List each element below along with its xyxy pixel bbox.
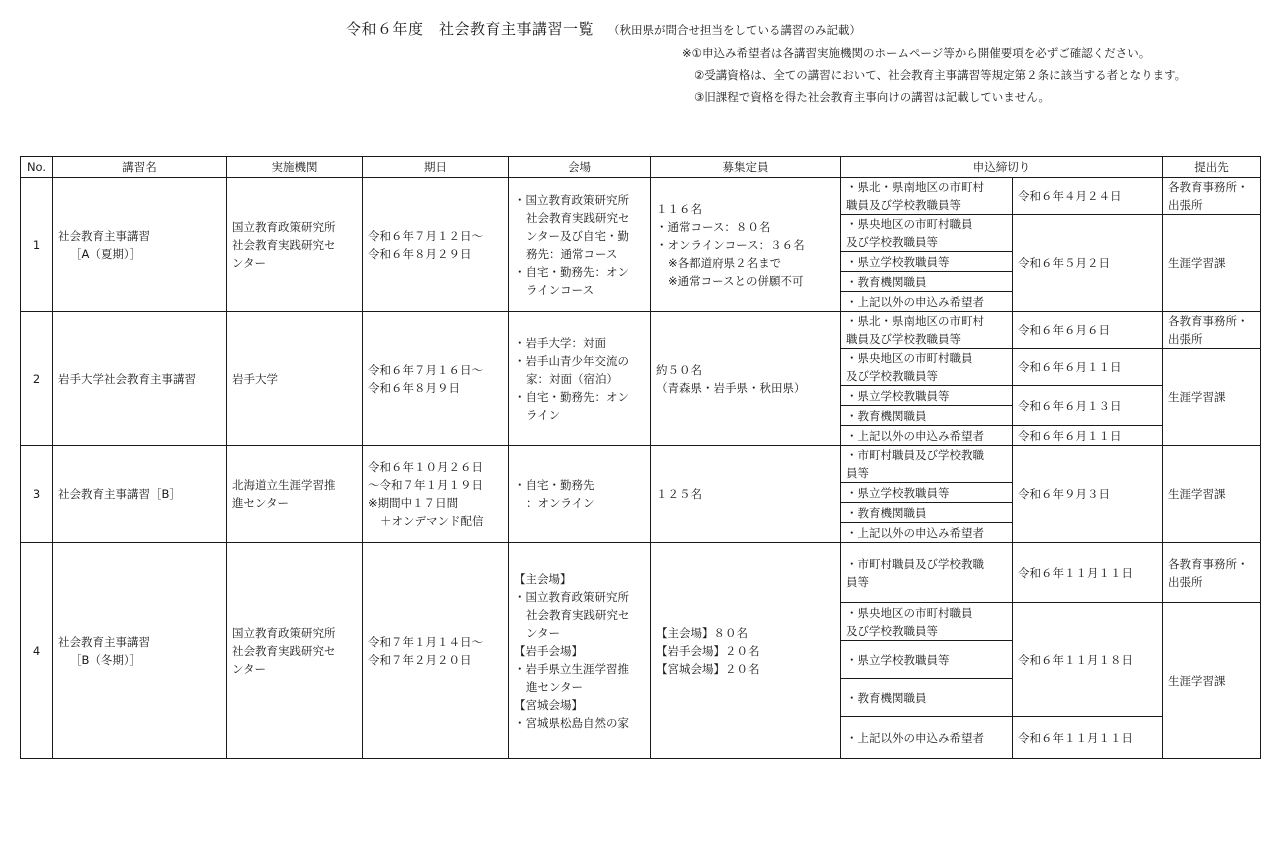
applicant-group: ・上記以外の申込み希望者 [841,426,1013,446]
submit-to: 生涯学習課 [1163,446,1261,543]
deadline-date: 令和６年１１月１８日 [1013,603,1163,717]
table-header-row [21,157,1261,178]
course-venue: ・自宅・勤務先 ：オンライン [509,446,651,543]
course-capacity: 約５０名 （青森県・岩手県・秋田県） [651,312,841,446]
course-capacity: １１６名 ・通常コース：８０名 ・オンラインコース：３６名 ※各都道府県２名まで ※通常コースとの併願不可 [651,178,841,312]
header-name: 講習名 [53,157,227,178]
title-line [346,18,861,39]
row-no: 4 [21,543,53,759]
deadline-date: 令和６年６月１３日 [1013,386,1163,426]
applicant-group: ・上記以外の申込み希望者 [841,523,1013,543]
applicant-group: ・県北・県南地区の市町村 職員及び学校教職員等 [841,312,1013,349]
note-3: ③旧課程で資格を得た社会教育主事向けの講習は記載していません。 [694,90,1050,104]
table-row [21,312,1261,349]
table-row [21,178,1261,215]
submit-to: 生涯学習課 [1163,603,1261,759]
title-note: （秋田県が問合せ担当をしている講習のみ記載） [608,23,862,37]
applicant-group: ・教育機関職員 [841,272,1013,292]
applicant-group: ・県立学校教職員等 [841,483,1013,503]
submit-to: 各教育事務所・ 出張所 [1163,178,1261,215]
applicant-group: ・県立学校教職員等 [841,386,1013,406]
applicant-group: ・教育機関職員 [841,503,1013,523]
course-venue: 【主会場】 ・国立教育政策研究所 社会教育実践研究セ ンター 【岩手会場】 ・岩手県立生涯学習推 進センター 【宮城会場】 ・宮城県松島自然の家 [509,543,651,759]
header-capacity: 募集定員 [651,157,841,178]
course-capacity: 【主会場】８０名 【岩手会場】２０名 【宮城会場】２０名 [651,543,841,759]
row-no: 3 [21,446,53,543]
deadline-date: 令和６年４月２４日 [1013,178,1163,215]
header-deadline: 申込締切り [841,157,1163,178]
applicant-group: ・上記以外の申込み希望者 [841,717,1013,759]
course-name: 岩手大学社会教育主事講習 [53,312,227,446]
submit-to: 生涯学習課 [1163,349,1261,446]
applicant-group: ・県北・県南地区の市町村 職員及び学校教職員等 [841,178,1013,215]
course-period: 令和６年７月１２日～ 令和６年８月２９日 [363,178,509,312]
course-period: 令和６年１０月２６日 ～令和７年１月１９日 ※期間中１７日間 ＋オンデマンド配信 [363,446,509,543]
submit-to: 各教育事務所・ 出張所 [1163,543,1261,603]
submit-to: 生涯学習課 [1163,215,1261,312]
course-org: 国立教育政策研究所 社会教育実践研究セ ンター [227,543,363,759]
deadline-date: 令和６年６月１１日 [1013,426,1163,446]
deadline-date: 令和６年６月６日 [1013,312,1163,349]
header-venue: 会場 [509,157,651,178]
course-org: 国立教育政策研究所 社会教育実践研究セ ンター [227,178,363,312]
header-period: 期日 [363,157,509,178]
applicant-group: ・県央地区の市町村職員 及び学校教職員等 [841,215,1013,252]
course-capacity: １２５名 [651,446,841,543]
applicant-group: ・県央地区の市町村職員 及び学校教職員等 [841,349,1013,386]
table-row [21,446,1261,483]
row-no: 1 [21,178,53,312]
course-period: 令和７年１月１４日～ 令和７年２月２０日 [363,543,509,759]
submit-to: 各教育事務所・ 出張所 [1163,312,1261,349]
page-title: 令和６年度 社会教育主事講習一覧 [346,20,595,38]
applicant-group: ・県立学校教職員等 [841,252,1013,272]
course-name: 社会教育主事講習 ［A（夏期）］ [53,178,227,312]
note-1: ※①申込み希望者は各講習実施機関のホームページ等から開催要項を必ずご確認ください。 [682,46,1151,60]
applicant-group: ・県央地区の市町村職員 及び学校教職員等 [841,603,1013,641]
applicant-group: ・県立学校教職員等 [841,641,1013,679]
header-no: No. [21,157,53,178]
deadline-date: 令和６年９月３日 [1013,446,1163,543]
note-2: ②受講資格は、全ての講習において、社会教育主事講習等規定第２条に該当する者となります。 [694,68,1187,82]
applicant-group: ・市町村職員及び学校教職 員等 [841,543,1013,603]
deadline-date: 令和６年１１月１１日 [1013,717,1163,759]
header-org: 実施機関 [227,157,363,178]
applicant-group: ・市町村職員及び学校教職 員等 [841,446,1013,483]
deadline-date: 令和６年６月１１日 [1013,349,1163,386]
course-name: 社会教育主事講習 ［B（冬期）］ [53,543,227,759]
applicant-group: ・教育機関職員 [841,679,1013,717]
header-submit: 提出先 [1163,157,1261,178]
course-org: 岩手大学 [227,312,363,446]
course-venue: ・岩手大学：対面 ・岩手山青少年交流の 家：対面（宿泊） ・自宅・勤務先：オン ライン [509,312,651,446]
course-org: 北海道立生涯学習推 進センター [227,446,363,543]
applicant-group: ・教育機関職員 [841,406,1013,426]
course-name: 社会教育主事講習［B］ [53,446,227,543]
deadline-date: 令和６年５月２日 [1013,215,1163,312]
deadline-date: 令和６年１１月１１日 [1013,543,1163,603]
course-period: 令和６年７月１６日～ 令和６年８月９日 [363,312,509,446]
course-venue: ・国立教育政策研究所 社会教育実践研究セ ンター及び自宅・勤 務先：通常コース ・自宅・勤務先：オン ラインコース [509,178,651,312]
course-table [20,156,1261,759]
row-no: 2 [21,312,53,446]
applicant-group: ・上記以外の申込み希望者 [841,292,1013,312]
table-row [21,543,1261,603]
